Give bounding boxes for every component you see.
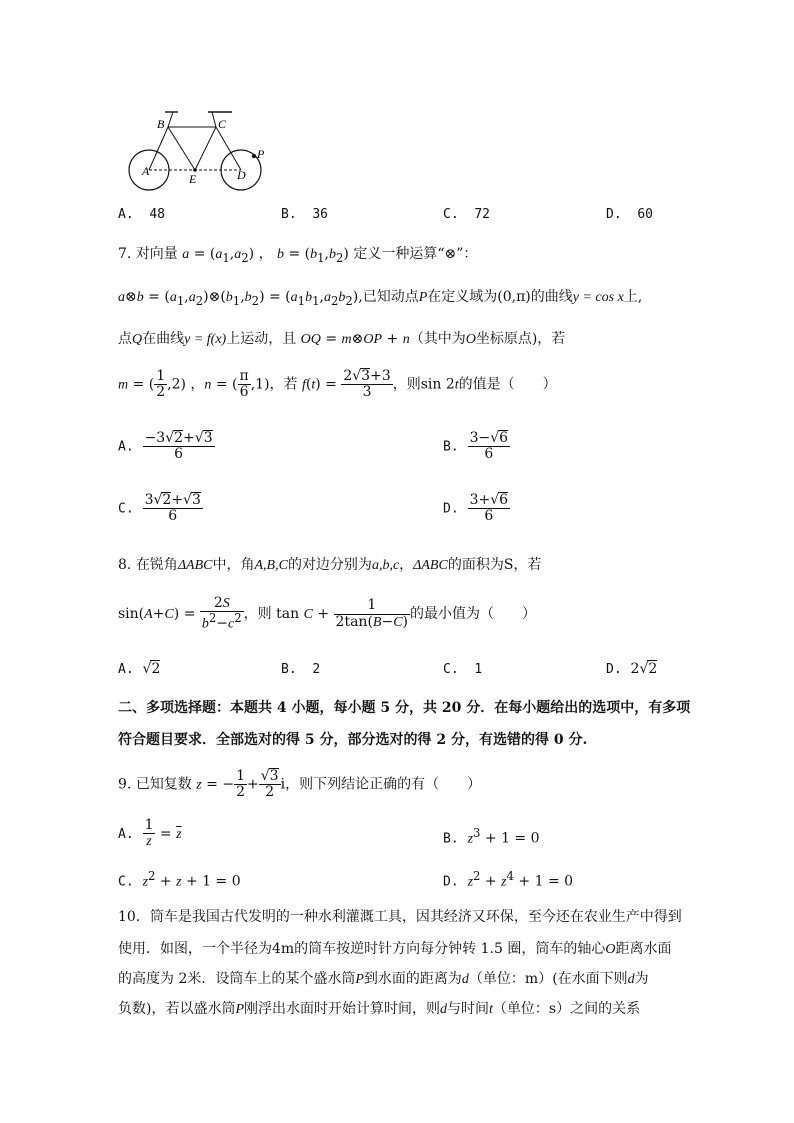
q9-option-a[interactable]: A. $\frac{1}{z}$ = $\overline{z}$ [118,817,182,850]
q7-line1: 7. 对向量 $a = (a_1,a_2)$ ， $b = (b_1,b_2)$ 定义一种运算“⊗”： [118,246,478,265]
q7-line2: a⊗b = $(a_1,a_2)\otimes(b_1,b_2) = (a_1b_1,a_2b_2)$,已知动点P在定义域为(0,π)的曲线y = cos x上, [118,289,643,308]
q10-line1: 10．筒车是我国古代发明的一种水利灌溉工具，因其经济又环保，至今还在农业生产中得到 [118,909,682,925]
q8-option-b[interactable]: B. 2 [281,662,321,677]
label-a: A [142,164,150,178]
q7-line3: 点Q在曲线y = f(x)上运动，且 OQ = m⊗OP + n（其中为O坐标原点)，若 [118,331,566,347]
q9-option-d[interactable]: D. $z^2 + z^4 + 1 = 0$ [443,869,574,890]
q8-option-a[interactable]: A. √2 [118,661,161,677]
label-p: P [257,147,265,161]
label-c: C [218,117,227,131]
q9-option-c[interactable]: C. $z^2 + z + 1 = 0$ [118,869,241,890]
q6-option-d[interactable]: D. 60 [606,207,653,222]
q7-option-c[interactable]: C. $\frac{3√2+√3}{6}$ [118,492,201,525]
q7-option-d[interactable]: D. $\frac{3+√6}{6}$ [443,492,509,525]
q6-option-b[interactable]: B. 36 [281,207,328,222]
q10-line2: 使用．如图，一个半径为4m的筒车按逆时针方向每分钟转 1.5 圈，筒车的轴心O距离水面 [118,941,672,957]
q9-line1: 9. 已知复数 z = − $\frac{1}{2}$ + $\frac{√3}{2}$ i，则下列结论正确的有（ ） [118,767,482,801]
q10-line4: 负数)，若以盛水筒P刚浮出水面时开始计算时间，则d与时间t（单位：s）之间的关系 [118,1001,641,1017]
section2-line2: 符合题目要求．全部选对的得 5 分，部分选对的得 2 分，有选错的得 0 分. [118,732,588,748]
q8-option-c[interactable]: C. 1 [443,662,483,677]
q6-option-c[interactable]: C. 72 [443,207,490,222]
q7-option-b[interactable]: B. $\frac{3-√6}{6}$ [443,430,509,463]
q7-option-a[interactable]: A. $\frac{-3√2+√3}{6}$ [118,430,213,463]
q8-line2: sin(A+C) = $\frac{2S}{b^2-c^2}$ ，则 tan C + $\frac{1}{2\tan(B-C)}$ 的最小值为（ ） [118,595,537,633]
section2-line1: 二、多项选择题：本题共 4 小题，每小题 5 分，共 20 分．在每小题给出的选项中，有多项 [118,700,691,716]
label-b: B [157,117,165,131]
q8-option-d[interactable]: D. 2√2 [606,661,658,677]
q9-option-b[interactable]: B. $z^3 + 1 = 0$ [443,826,540,847]
q10-line3: 的高度为 2米．设筒车上的某个盛水筒P到水面的距离为d（单位：m）(在水面下则d为 [118,971,649,987]
bicycle-figure [120,100,280,200]
q7-line4: m = ( $\frac{1}{2}$ ,2) ，n = ( $\frac{\pi}{6}$ ,1)，若 f(t) = $\frac{2√3+3}{3}$ ，则sin 2t的值是（ ） [118,367,557,401]
label-d: D [237,168,246,182]
q8-line1: 8. 在锐角ΔABC中，角A,B,C的对边分别为a,b,c，ΔABC的面积为S，若 [118,557,542,573]
label-e: E [189,172,197,186]
q6-option-a[interactable]: A. 48 [118,207,165,222]
